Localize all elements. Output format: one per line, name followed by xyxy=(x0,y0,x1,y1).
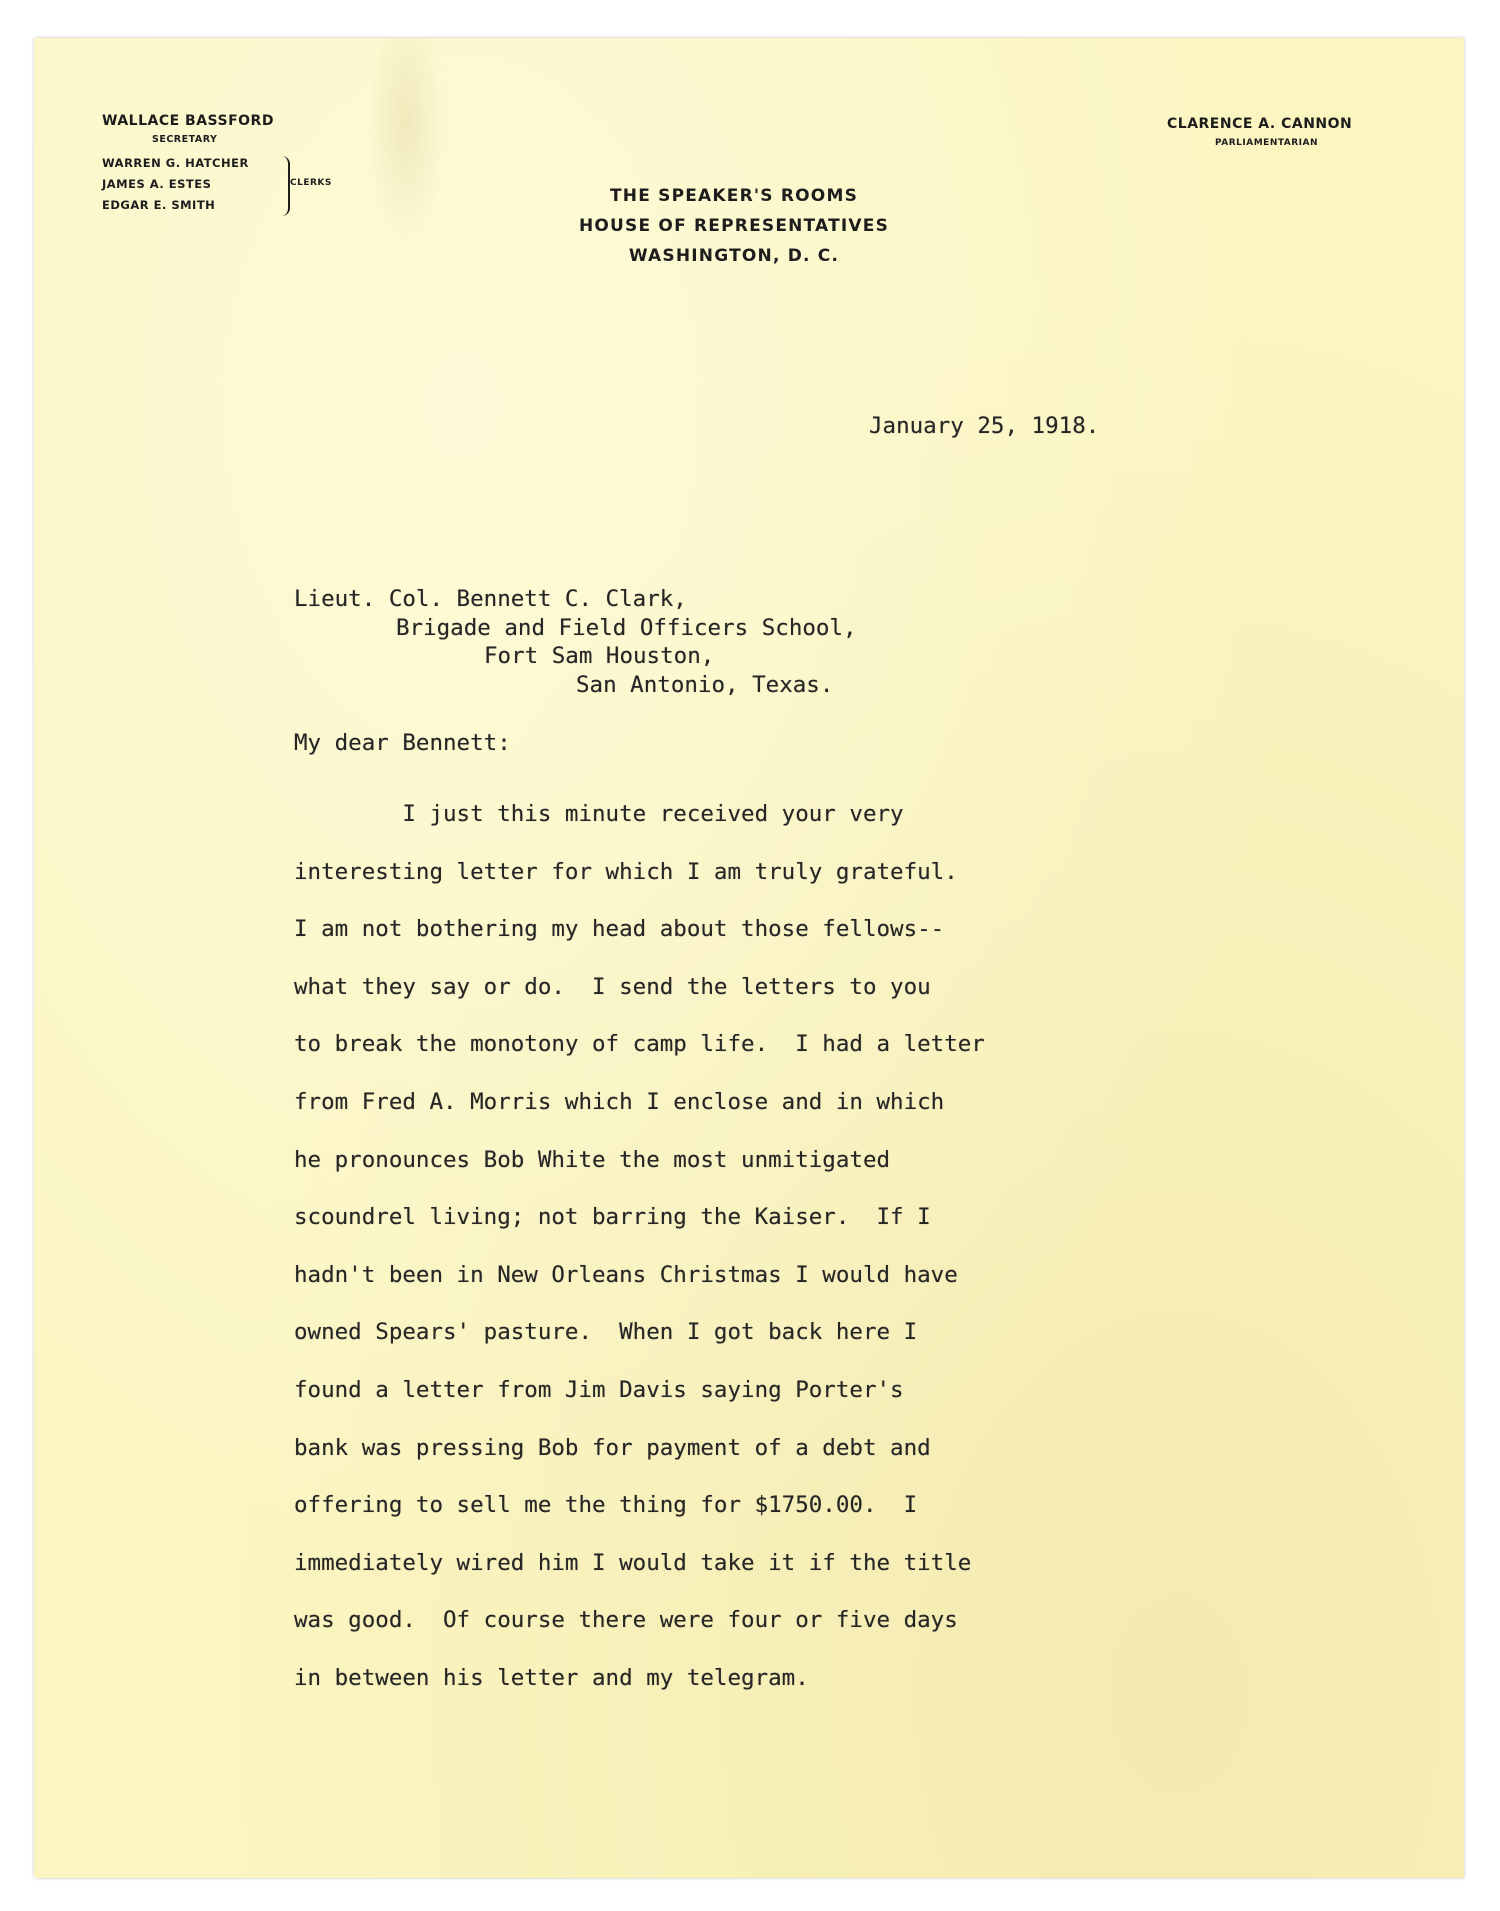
letterhead-secretary-name: WALLACE BASSFORD xyxy=(102,113,274,129)
letterhead-office-line: THE SPEAKER'S ROOMS xyxy=(609,186,859,206)
body-line: owned Spears' pasture. When I got back here I xyxy=(294,1319,918,1346)
letterhead-parliamentarian-role: PARLIAMENTARIAN xyxy=(1215,138,1319,148)
body-line: found a letter from Jim Davis saying Porter's xyxy=(294,1376,904,1403)
letterhead-clerk: WARREN G. HATCHER xyxy=(102,156,249,170)
letter-body xyxy=(294,786,985,1708)
body-line: I just this minute received your very xyxy=(294,801,904,827)
letter-page xyxy=(34,38,1464,1878)
body-line: offering to sell me the thing for $1750.00. I xyxy=(294,1492,918,1519)
body-line: to break the monotony of camp life. I had a letter xyxy=(294,1031,985,1058)
body-line: was good. Of course there were four or five days xyxy=(294,1607,958,1634)
body-line: immediately wired him I would take it if the title xyxy=(294,1549,972,1576)
body-line: he pronounces Bob White the most unmitigated xyxy=(294,1146,891,1173)
body-line: from Fred A. Morris which I enclose and in which xyxy=(294,1088,945,1115)
body-line: what they say or do. I send the letters to you xyxy=(294,973,931,1000)
letterhead-parliamentarian-name: CLARENCE A. CANNON xyxy=(1167,116,1353,132)
letterhead-clerks-label: CLERKS xyxy=(290,178,332,188)
body-line: in between his letter and my telegram. xyxy=(294,1664,809,1691)
letterhead-clerk: JAMES A. ESTES xyxy=(102,177,212,191)
body-line: bank was pressing Bob for payment of a debt and xyxy=(294,1434,931,1461)
letter-salutation: My dear Bennett: xyxy=(294,730,511,756)
address-line: San Antonio, Texas. xyxy=(576,672,834,698)
address-line: Brigade and Field Officers School, xyxy=(396,615,857,641)
body-line: interesting letter for which I am truly grateful. xyxy=(294,858,958,885)
body-line: I am not bothering my head about those fellows-- xyxy=(294,916,945,943)
letterhead-clerk: EDGAR E. SMITH xyxy=(102,198,216,212)
body-line: hadn't been in New Orleans Christmas I would have xyxy=(294,1261,958,1288)
letterhead-secretary-role: SECRETARY xyxy=(152,134,218,145)
letterhead-office-line: WASHINGTON, D. C. xyxy=(628,246,840,266)
letter-date: January 25, 1918. xyxy=(869,413,1100,439)
letterhead-office-line: HOUSE OF REPRESENTATIVES xyxy=(578,216,890,236)
body-line: scoundrel living; not barring the Kaiser. If I xyxy=(294,1204,931,1231)
address-line: Lieut. Col. Bennett C. Clark, xyxy=(294,586,687,612)
address-line: Fort Sam Houston, xyxy=(484,643,715,669)
